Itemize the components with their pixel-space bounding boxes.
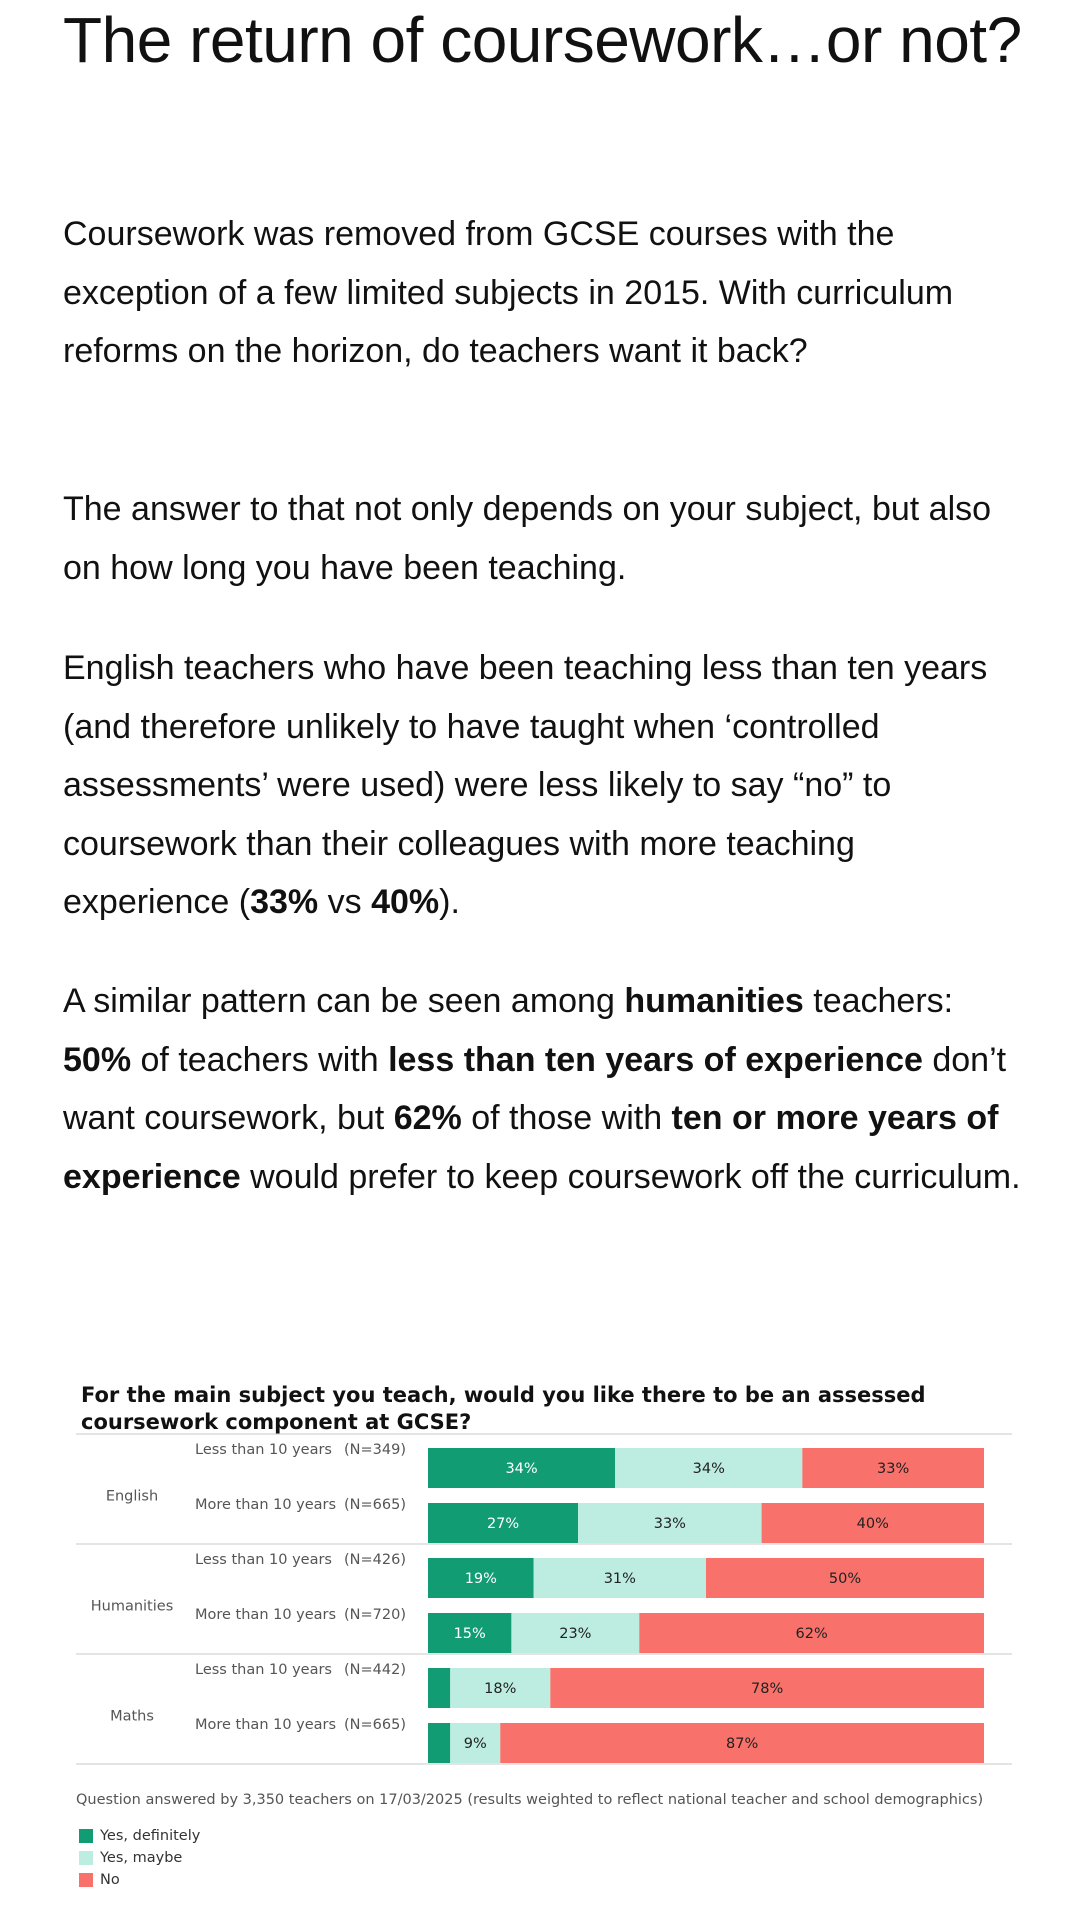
legend-item	[79, 1825, 200, 1847]
paragraph-english: English teachers who have been teaching less than ten years (and therefore unlikely to have taught when ‘controlled assessments’ were used) were less likely to say “no” to coursework than their colleagues with more teaching experience (33% vs 40%).	[63, 649, 988, 921]
bar-data-label: 40%	[856, 1516, 889, 1532]
group-label: Maths	[110, 1708, 154, 1725]
row-n-label: (N=720)	[344, 1607, 406, 1623]
row-n-label: (N=442)	[344, 1662, 406, 1678]
legend-swatch	[79, 1829, 93, 1843]
legend-label: No	[100, 1872, 120, 1888]
bar-data-label: 62%	[795, 1626, 828, 1642]
paragraph-depends: The answer to that not only depends on your subject, but also on how long you have been teaching.	[63, 490, 992, 587]
bar-data-label: 50%	[828, 1571, 862, 1587]
bar-data-label: 33%	[877, 1461, 910, 1477]
bar-data-label: 19%	[464, 1571, 497, 1587]
row-label: Less than 10 years	[195, 1552, 332, 1568]
bar-data-label: 15%	[453, 1626, 486, 1642]
legend-label: Yes, maybe	[100, 1850, 183, 1866]
row-label: More than 10 years	[195, 1717, 337, 1733]
bar-data-label: 87%	[726, 1736, 759, 1752]
stacked-bar-chart	[76, 1382, 1012, 1825]
row-n-label: (N=426)	[344, 1552, 406, 1568]
article	[63, 0, 1023, 1196]
row-label: More than 10 years	[195, 1607, 337, 1623]
legend-swatch	[79, 1873, 93, 1887]
bar-data-label: 18%	[484, 1681, 517, 1697]
row-n-label: (N=665)	[344, 1717, 406, 1733]
legend-swatch	[79, 1851, 93, 1865]
bar-data-label: 9%	[463, 1736, 487, 1752]
bar-data-label: 31%	[603, 1571, 636, 1587]
bar-data-label: 33%	[653, 1516, 686, 1532]
survey-chart	[76, 1382, 1012, 1902]
bar-data-label: 27%	[486, 1516, 520, 1532]
group-label: Humanities	[90, 1598, 174, 1615]
row-label: Less than 10 years	[195, 1662, 332, 1678]
chart-title: For the main subject you teach, would you like there to be an assessed coursework component at GCSE?	[81, 1383, 926, 1434]
chart-legend	[79, 1825, 200, 1891]
bar-segment	[428, 1723, 450, 1763]
row-label: More than 10 years	[195, 1497, 337, 1513]
paragraph-intro: Coursework was removed from GCSE courses with the exception of a few limited subjects in 2015. With curriculum reforms on the horizon, do teachers want it back?	[63, 215, 954, 370]
paragraph-humanities: A similar pattern can be seen among humanities teachers: 50% of teachers with less than ten years of experience don’t want coursework, but 62% of those with ten or more years of experience would prefer to keep coursework off the curriculum.	[63, 982, 1021, 1196]
legend-item	[79, 1847, 200, 1869]
row-n-label: (N=665)	[344, 1497, 406, 1513]
legend-label: Yes, definitely	[100, 1828, 201, 1844]
bar-data-label: 23%	[559, 1626, 592, 1642]
bar-data-label: 34%	[505, 1461, 538, 1477]
bar-segment	[428, 1668, 450, 1708]
group-label: English	[105, 1488, 159, 1505]
legend-item	[79, 1869, 200, 1891]
chart-footnote: Question answered by 3,350 teachers on 17/03/2025 (results weighted to reflect national teacher and school demographics)	[76, 1792, 984, 1808]
row-label: Less than 10 years	[195, 1442, 332, 1458]
bar-data-label: 78%	[751, 1681, 784, 1697]
bar-data-label: 34%	[692, 1461, 725, 1477]
article-title: The return of coursework…or not?	[63, 4, 1022, 76]
row-n-label: (N=349)	[344, 1442, 406, 1458]
